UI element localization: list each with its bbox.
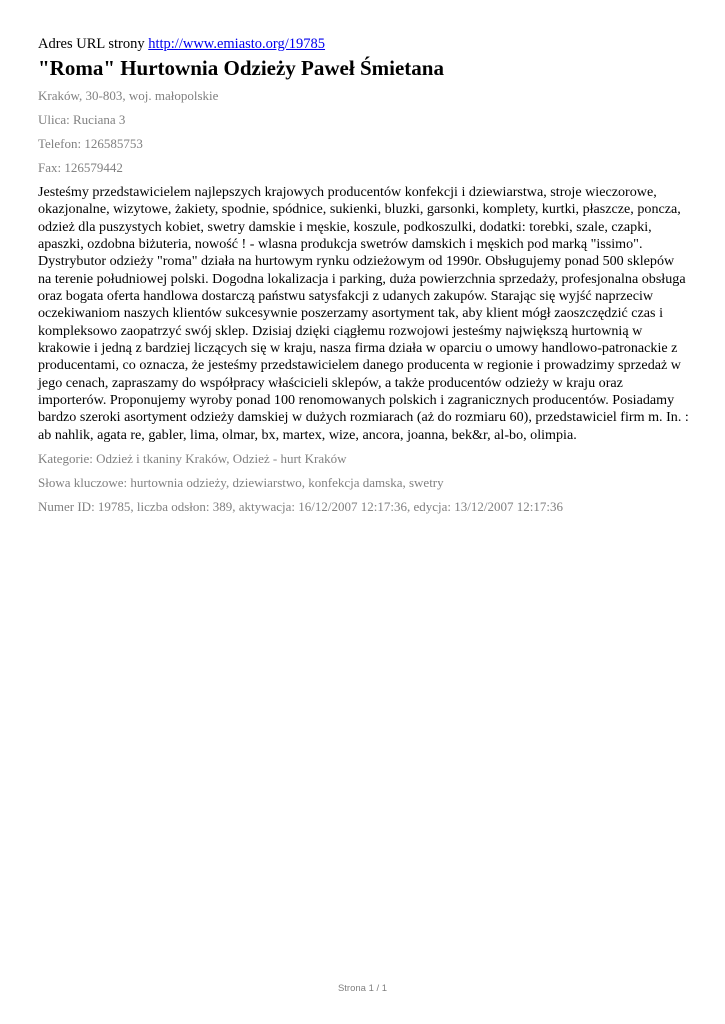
categories-line: Kategorie: Odzież i tkaniny Kraków, Odzież - hurt Kraków	[38, 451, 347, 467]
page-url-link[interactable]: http://www.emiasto.org/19785	[148, 36, 326, 52]
keywords-line: Słowa kluczowe: hurtownia odzieży, dziewiarstwo, konfekcja damska, swetry	[38, 475, 444, 491]
fax-number: Fax: 126579442	[38, 160, 123, 175]
phone-number: Telefon: 126585753	[38, 136, 143, 151]
url-line	[38, 35, 690, 53]
document-page	[38, 35, 690, 515]
record-info-line: Numer ID: 19785, liczba odsłon: 389, aktywacja: 16/12/2007 12:17:36, edycja: 13/12/2007 12:17:36	[38, 499, 563, 515]
page-title: "Roma" Hurtownia Odzieży Paweł Śmietana	[38, 56, 444, 80]
company-description: Jesteśmy przedstawicielem najlepszych krajowych producentów konfekcji i dziewiarstwa, stroje wieczorowe, okazjonalne, wizytowe, żakiety, spodnie, spódnice, sukienki, bluzki, garsonki, komplety, kurtki, płaszcze, poncza, odzież dla puszystych kobiet, swetry damskie i męskie, koszule, podkoszulki, dodatki: torebki, szale, czapki, apaszki, ozdobna biżuteria, nowość ! - wlasna produkcja swetrów damskich i męskich pod marką "issimo". Dystrybutor odzieży "roma" działa na hurtowym rynku odzieżowym od 1990r. Obsługujemy ponad 500 sklepów na terenie południowej polski. Dogodna lokalizacja i parking, duża powierzchnia sprzedaży, profesjonalna obsługa oraz bogata oferta handlowa dostarczą państwu satysfakcji z udanych zakupów. Starając się wyjść naprzeciw oczekiwaniom naszych klientów sukcesywnie poszerzamy asortyment tak, aby klient mógł zaoszczędzić czas i kompleksowo zaopatrzyć swój sklep. Dzisiaj dzięki ciągłemu rozwojowi jesteśmy największą hurtownią w krakowie i jedną z bardziej liczących się w kraju, nasza firma działa w oparciu o umowy handlowo-patronackie z producentami, co oznacza, że jesteśmy przedstawicielem danego producenta w regionie i prowadzimy sprzedaż w jego cenach, zapraszamy do współpracy właścicieli sklepów, a także producentów odzieży w kraju oraz importerów. Proponujemy wyroby ponad 100 renomowanych polskich i zagranicznych producentów. Posiadamy bardzo szeroki asortyment odzieży damskiej w dużych rozmiarach (aż do rozmiaru 60), przedstawiciel firm m. In. : ab nahlik, agata re, gabler, lima, olmar, bx, martex, wize, ancora, joanna, bek&r, al-bo, olimpia.	[38, 184, 689, 443]
url-label: Adres URL strony	[38, 36, 145, 52]
address-city: Kraków, 30-803, woj. małopolskie	[38, 88, 219, 103]
page-number-footer: Strona 1 / 1	[337, 983, 388, 994]
address-street: Ulica: Ruciana 3	[38, 112, 126, 127]
